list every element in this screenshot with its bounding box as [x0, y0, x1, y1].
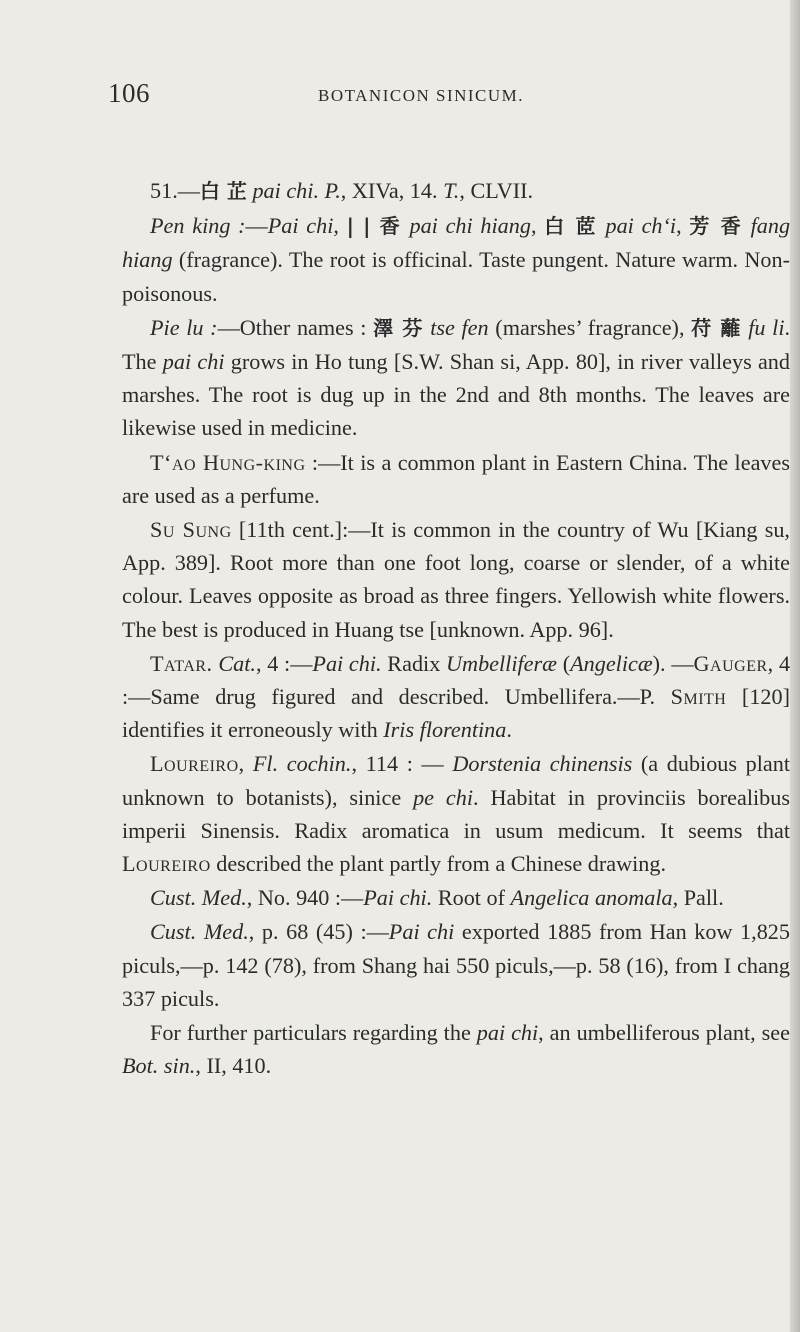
paragraph-loureiro: [122, 747, 790, 880]
romanized-name: Pai chi.: [312, 650, 382, 676]
citation: Fl. cochin.: [252, 751, 352, 777]
author-name: Su Sung: [150, 517, 232, 543]
text: [11th cent.]:—It is common in the country of Wu [Kiang su, App. 389]. Root more than one foot long, coarse or slender, of a white colour. Leaves opposite as broad as three fingers. Yellowish white flowers. The best is produced in Huang tse [unknown. App. 96].: [122, 517, 790, 642]
text: described the plant partly from a Chinese drawing.: [210, 851, 666, 877]
text: , 4 :—Same drug figured and described. Umbellifera.—P.: [122, 650, 791, 710]
romanized-name: Pai chi: [388, 919, 455, 945]
romanized-name: pe chi: [413, 784, 474, 810]
chinese-name: 白 茝: [544, 214, 598, 239]
dash: —: [245, 213, 268, 239]
text: ,: [333, 213, 347, 239]
citation: Cat.: [218, 650, 256, 676]
text: , 4 :—: [255, 650, 313, 676]
text: ,: [238, 751, 253, 777]
text: . Habitat in provinciis borealibus imperii Sinensis. Radix aromatica in usum medicum. It seems that: [122, 784, 790, 843]
romanized-name: pai chi: [476, 1020, 539, 1046]
paragraph-pen-king: [122, 209, 790, 310]
author-name: Loureiro: [122, 851, 211, 877]
text: grows in Ho tung [S.W. Shan si, App. 80], in river valleys and marshes. The root is dug up in the 2nd and 8th months. The leaves are likewise used in medicine.: [122, 349, 790, 441]
text: , Pall.: [672, 885, 724, 911]
text: Root of: [432, 885, 511, 911]
pie-lu-label: Pie lu :: [150, 314, 218, 340]
species-name: Umbelliferæ: [446, 650, 557, 676]
paragraph-tatar: [122, 647, 790, 747]
text: exported 1885 from Han kow 1,825 piculs,—p. 142 (78), from Shang hai 550 piculs,—p. 58 (16), from I chang 337 piculs.: [122, 919, 790, 1011]
text: .: [506, 717, 512, 743]
citation: Cust. Med.: [150, 919, 249, 945]
author-name: Tatar.: [150, 650, 213, 676]
romanized-name: pai chi hiang: [409, 213, 531, 239]
romanized-name: pai: [605, 213, 634, 239]
text: ). —: [652, 650, 694, 676]
text: . The: [122, 314, 791, 375]
chinese-name: | | 香: [346, 214, 402, 239]
entry-heading: [122, 174, 790, 208]
entry-chinese-title: 白 芷: [199, 179, 247, 203]
text: (a dubious plant unknown to botanists), sinice: [122, 751, 791, 810]
romanized-name: Pai chi: [267, 213, 334, 239]
species-name: Iris florentina: [383, 717, 507, 743]
pen-king-label: Pen king :: [150, 213, 246, 239]
ref-t-value: , CLVII.: [459, 178, 534, 203]
romanized-name: tse fen: [430, 314, 489, 340]
text: Radix: [381, 650, 447, 676]
text: , No. 940 :—: [246, 885, 364, 911]
page-number: 106: [108, 78, 150, 108]
text: , 114 : —: [351, 751, 453, 777]
chinese-name: 苻 蘺: [691, 315, 742, 340]
page-body: [122, 174, 790, 1082]
entry-romanized-title: pai chi.: [252, 178, 319, 203]
citation: Cust. Med.: [150, 885, 247, 911]
paragraph-further-particulars: [122, 1016, 790, 1082]
page-header: [0, 78, 800, 118]
text: , p. 68 (45) :—: [248, 919, 389, 945]
ref-t: T.: [443, 178, 460, 203]
author-name: Loureiro: [150, 751, 239, 777]
author-name: Smith: [670, 684, 727, 710]
text: , II, 410.: [195, 1053, 272, 1079]
chinese-name: 芳 香: [689, 214, 743, 239]
text: For further particulars regarding the: [150, 1020, 477, 1046]
ref-p: P.: [324, 178, 341, 203]
text: (marshes’ fragrance),: [488, 314, 692, 340]
entry-number: 51.—: [150, 178, 200, 203]
paragraph-tao-hung-king: [122, 446, 790, 512]
paragraph-cust-med-68: [122, 915, 790, 1015]
species-name: Angelica anomala: [510, 885, 673, 911]
species-name: Angelicæ: [570, 650, 653, 676]
romanized-name: ch‘i: [641, 213, 677, 239]
chinese-name: 澤 芬: [373, 315, 424, 340]
paragraph-su-sung: [122, 513, 790, 646]
romanized-name: fang hiang: [122, 213, 791, 273]
page-edge-shadow: [790, 0, 800, 1332]
text: , an umbelliferous plant, see: [538, 1020, 790, 1046]
text: [120] identifies it erroneously with: [122, 684, 790, 743]
romanized-name: pai chi: [162, 349, 225, 375]
author-name: T‘ao Hung-king: [150, 449, 306, 475]
paragraph-pie-lu: [122, 311, 790, 445]
romanized-name: fu li: [748, 314, 785, 340]
species-name: Dorstenia chinensis: [452, 751, 633, 777]
text: (: [556, 650, 571, 676]
author-name: Gauger: [693, 650, 768, 676]
running-title: BOTANICON SINICUM.: [318, 86, 525, 105]
paragraph-cust-med-940: [122, 881, 790, 914]
text: —Other names :: [217, 314, 374, 340]
ref-p-value: , XIVa, 14.: [340, 178, 438, 203]
text: ,: [530, 213, 545, 239]
text: ,: [676, 213, 690, 239]
romanized-name: Pai chi.: [363, 885, 433, 911]
text: (fragrance). The root is officinal. Taste pungent. Nature warm. Non-poisonous.: [122, 247, 790, 306]
citation: Bot. sin.: [122, 1053, 196, 1079]
text: :—It is a common plant in Eastern China. The leaves are used as a perfume.: [122, 449, 790, 508]
